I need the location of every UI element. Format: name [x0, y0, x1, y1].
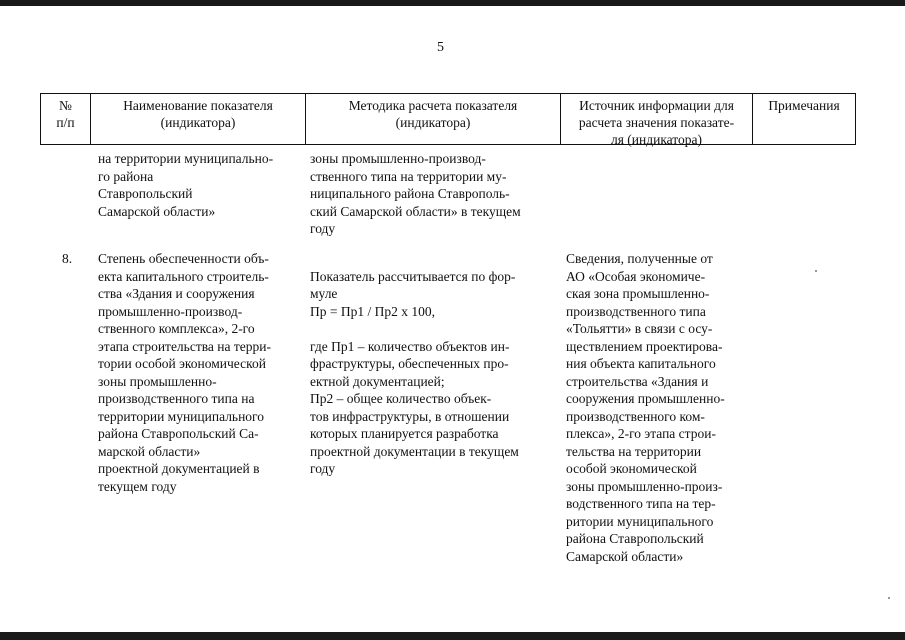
header-notes: Примечания — [768, 98, 840, 113]
scan-bottom-border — [0, 632, 905, 640]
row-number: 8. — [62, 251, 73, 266]
page-number: 5 — [437, 40, 444, 55]
row-calculation-method — [310, 250, 554, 478]
header-calculation-method: Методика расчета показателя (индикатора) — [348, 98, 518, 130]
header-information-source: Источник информации для расчета значения показате- ля (индикатора) — [578, 98, 735, 147]
row-information-source: Сведения, полученные от АО «Особая экономиче- ская зона промышленно- производственного типа «Тольятти» в связи с осу- ществлением проектирова- ния объекта капитального строительства «Здания и сооружения промышленно- производственного ком- плекса», 2-го этапа строи- тельства на территории особой экономической зоны промышленно-произ- водственного типа на тер- ритории муниципального района Ставропольский Самарской области» — [566, 251, 725, 564]
row-indicator-name: Степень обеспеченности объ- екта капитального строитель- ства «Здания и сооружения промышленно-производ- ственного комплекса», 2-го этапа строительства на терри- тории особой экономической зоны промышленно- производственного типа на территории муниципального района Ставропольский Са- марской области» проектной документацией в текущем году — [98, 251, 271, 494]
header-indicator-name: Наименование показателя (индикатора) — [123, 98, 273, 130]
method-intro: Показатель рассчитывается по фор- муле — [310, 268, 516, 301]
scan-speck — [815, 270, 817, 272]
header-number: № п/п — [56, 98, 75, 130]
method-formula: Пр = Пр1 / Пр2 х 100, — [310, 303, 435, 319]
continuation-calculation-method: зоны промышленно-производ- ственного типа на территории му- ниципального района Ставрополь- ский Самарской области» в текущем году — [310, 151, 521, 236]
scan-top-border — [0, 0, 905, 6]
scan-speck — [888, 597, 890, 599]
method-body: где Пр1 – количество объектов ин- фраструктуры, обеспеченных про- ектной документацией; Пр2 – общее количество объек- тов инфраструктуры, в отношении которых планируется разработка проектной документации в текущем году — [310, 338, 519, 476]
continuation-indicator-name: на территории муниципально- го района Ставропольский Самарской области» — [98, 151, 274, 219]
